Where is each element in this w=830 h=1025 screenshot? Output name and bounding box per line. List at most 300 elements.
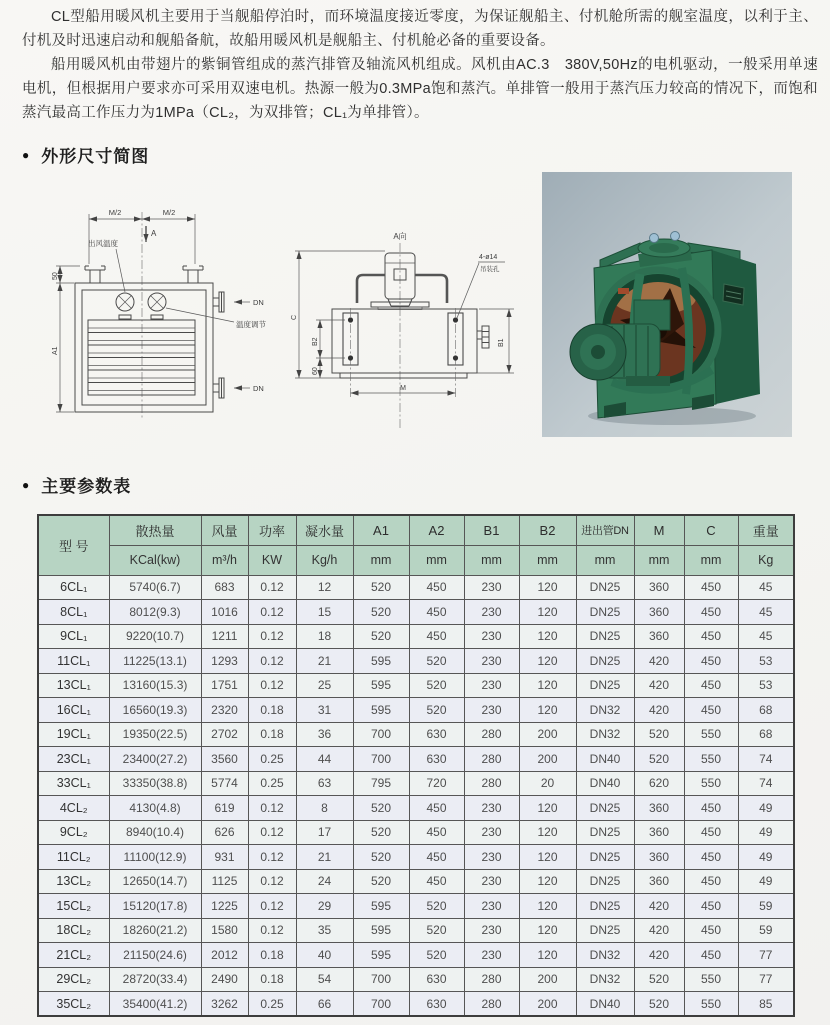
value-cell: 360 bbox=[634, 845, 684, 870]
table-row bbox=[38, 673, 794, 698]
value-cell: 200 bbox=[519, 722, 576, 747]
value-cell: 0.12 bbox=[248, 575, 296, 600]
outlet-temp-label: 出风温度 bbox=[88, 239, 118, 248]
col-unit: mm bbox=[576, 545, 634, 575]
table-row bbox=[38, 820, 794, 845]
value-cell: 520 bbox=[353, 869, 409, 894]
value-cell: 40 bbox=[296, 943, 353, 968]
model-cell: 19CL₁ bbox=[38, 722, 109, 747]
value-cell: 450 bbox=[684, 943, 738, 968]
value-cell: 700 bbox=[353, 992, 409, 1017]
value-cell: 520 bbox=[353, 624, 409, 649]
outlet-temp-gauge bbox=[116, 293, 134, 319]
dim-a1: A1 bbox=[52, 346, 59, 355]
value-cell: 520 bbox=[634, 967, 684, 992]
value-cell: 49 bbox=[738, 869, 794, 894]
value-cell: 33350(38.8) bbox=[109, 771, 201, 796]
value-cell: 44 bbox=[296, 747, 353, 772]
value-cell: 17 bbox=[296, 820, 353, 845]
col-unit: mm bbox=[634, 545, 684, 575]
lift-hole-label: 吊装孔 bbox=[480, 266, 500, 273]
table-row bbox=[38, 943, 794, 968]
value-cell: 1293 bbox=[201, 649, 248, 674]
col-header: 进出管DN bbox=[576, 515, 634, 545]
model-cell: 8CL₁ bbox=[38, 600, 109, 625]
value-cell: 120 bbox=[519, 796, 576, 821]
value-cell: DN32 bbox=[576, 722, 634, 747]
value-cell: 280 bbox=[464, 992, 519, 1017]
value-cell: DN25 bbox=[576, 894, 634, 919]
value-cell: 2012 bbox=[201, 943, 248, 968]
table-row bbox=[38, 845, 794, 870]
value-cell: 85 bbox=[738, 992, 794, 1017]
value-cell: 360 bbox=[634, 575, 684, 600]
value-cell: 200 bbox=[519, 967, 576, 992]
col-unit: mm bbox=[684, 545, 738, 575]
value-cell: 4130(4.8) bbox=[109, 796, 201, 821]
model-cell: 9CL₁ bbox=[38, 624, 109, 649]
mounting-bracket-left bbox=[85, 266, 105, 283]
value-cell: 1016 bbox=[201, 600, 248, 625]
value-cell: 68 bbox=[738, 722, 794, 747]
value-cell: 520 bbox=[409, 894, 464, 919]
value-cell: 0.12 bbox=[248, 845, 296, 870]
value-cell: 550 bbox=[684, 967, 738, 992]
value-cell: 53 bbox=[738, 649, 794, 674]
value-cell: DN25 bbox=[576, 575, 634, 600]
section-heading-dimensions bbox=[22, 142, 149, 167]
value-cell: 360 bbox=[634, 869, 684, 894]
value-cell: DN32 bbox=[576, 943, 634, 968]
value-cell: 21150(24.6) bbox=[109, 943, 201, 968]
value-cell: 120 bbox=[519, 943, 576, 968]
table-row bbox=[38, 771, 794, 796]
value-cell: 360 bbox=[634, 820, 684, 845]
value-cell: 630 bbox=[409, 747, 464, 772]
value-cell: 280 bbox=[464, 967, 519, 992]
value-cell: 0.18 bbox=[248, 698, 296, 723]
model-cell: 35CL₂ bbox=[38, 992, 109, 1017]
value-cell: 0.12 bbox=[248, 649, 296, 674]
value-cell: DN32 bbox=[576, 967, 634, 992]
value-cell: 20 bbox=[519, 771, 576, 796]
dim-m: M bbox=[400, 385, 406, 392]
value-cell: DN25 bbox=[576, 673, 634, 698]
col-unit: mm bbox=[519, 545, 576, 575]
value-cell: 35400(41.2) bbox=[109, 992, 201, 1017]
model-cell: 6CL₁ bbox=[38, 575, 109, 600]
steam-pipe-flange-bottom bbox=[213, 378, 224, 398]
value-cell: 15120(17.8) bbox=[109, 894, 201, 919]
value-cell: DN40 bbox=[576, 747, 634, 772]
value-cell: 520 bbox=[634, 992, 684, 1017]
value-cell: 450 bbox=[684, 918, 738, 943]
dim-c: C bbox=[291, 314, 298, 320]
value-cell: 450 bbox=[684, 820, 738, 845]
value-cell: 420 bbox=[634, 943, 684, 968]
value-cell: 15 bbox=[296, 600, 353, 625]
value-cell: 21 bbox=[296, 845, 353, 870]
bolt bbox=[650, 234, 659, 243]
value-cell: 360 bbox=[634, 624, 684, 649]
model-cell: 9CL₂ bbox=[38, 820, 109, 845]
value-cell: 49 bbox=[738, 796, 794, 821]
value-cell: 16560(19.3) bbox=[109, 698, 201, 723]
value-cell: 0.12 bbox=[248, 673, 296, 698]
table-row bbox=[38, 600, 794, 625]
value-cell: 595 bbox=[353, 649, 409, 674]
value-cell: 12 bbox=[296, 575, 353, 600]
section-title-dimensions: 外形尺寸简图 bbox=[41, 147, 150, 166]
value-cell: 0.12 bbox=[248, 624, 296, 649]
value-cell: 450 bbox=[684, 869, 738, 894]
value-cell: 120 bbox=[519, 649, 576, 674]
value-cell: 200 bbox=[519, 747, 576, 772]
value-cell: 35 bbox=[296, 918, 353, 943]
table-body bbox=[38, 575, 794, 1016]
value-cell: 450 bbox=[409, 820, 464, 845]
value-cell: 700 bbox=[353, 747, 409, 772]
value-cell: 520 bbox=[353, 575, 409, 600]
model-cell: 21CL₂ bbox=[38, 943, 109, 968]
value-cell: 230 bbox=[464, 820, 519, 845]
value-cell: 0.18 bbox=[248, 722, 296, 747]
value-cell: DN40 bbox=[576, 992, 634, 1017]
value-cell: 120 bbox=[519, 894, 576, 919]
value-cell: 120 bbox=[519, 575, 576, 600]
value-cell: 230 bbox=[464, 845, 519, 870]
model-cell: 23CL₁ bbox=[38, 747, 109, 772]
front-view-drawing bbox=[30, 192, 282, 438]
value-cell: 630 bbox=[409, 967, 464, 992]
model-cell: 16CL₁ bbox=[38, 698, 109, 723]
value-cell: 59 bbox=[738, 894, 794, 919]
value-cell: 520 bbox=[409, 698, 464, 723]
value-cell: 8940(10.4) bbox=[109, 820, 201, 845]
table-row bbox=[38, 796, 794, 821]
model-cell: 11CL₂ bbox=[38, 845, 109, 870]
value-cell: 9220(10.7) bbox=[109, 624, 201, 649]
motor-support-right bbox=[415, 275, 447, 303]
value-cell: 8012(9.3) bbox=[109, 600, 201, 625]
model-cell: 4CL₂ bbox=[38, 796, 109, 821]
value-cell: 520 bbox=[353, 796, 409, 821]
table-row bbox=[38, 747, 794, 772]
value-cell: DN25 bbox=[576, 600, 634, 625]
value-cell: 700 bbox=[353, 967, 409, 992]
value-cell: 520 bbox=[409, 943, 464, 968]
value-cell: 36 bbox=[296, 722, 353, 747]
bottom-base bbox=[340, 373, 467, 378]
model-cell: 18CL₂ bbox=[38, 918, 109, 943]
value-cell: 450 bbox=[409, 575, 464, 600]
value-cell: 0.18 bbox=[248, 943, 296, 968]
value-cell: 23400(27.2) bbox=[109, 747, 201, 772]
col-unit: mm bbox=[409, 545, 464, 575]
value-cell: 630 bbox=[409, 722, 464, 747]
value-cell: 450 bbox=[409, 845, 464, 870]
col-unit: mm bbox=[464, 545, 519, 575]
value-cell: 45 bbox=[738, 600, 794, 625]
value-cell: 120 bbox=[519, 845, 576, 870]
value-cell: DN25 bbox=[576, 796, 634, 821]
dim-m2-right: M/2 bbox=[162, 208, 176, 217]
steam-pipe-flange-top bbox=[213, 292, 224, 312]
value-cell: 77 bbox=[738, 943, 794, 968]
intro-paragraph-2: 船用暖风机由带翅片的紫铜管组成的蒸汽排管及轴流风机组成。风机由AC.3 380V,50Hz的电机驱动，一般采用单速电机，但根据用户要求亦可采用双速电机。热源一般为0.3MPa饱和蒸汽。单排管一般用于蒸汽压力较高的情况下，而饱和蒸汽最高工作压力为1MPa（CL₂，为双排管；CL₁为单排管）。 bbox=[22, 57, 818, 121]
heater-body-outline bbox=[75, 283, 213, 412]
table-row bbox=[38, 967, 794, 992]
value-cell: DN40 bbox=[576, 771, 634, 796]
value-cell: 0.25 bbox=[248, 992, 296, 1017]
small-tag bbox=[618, 288, 629, 294]
value-cell: DN25 bbox=[576, 869, 634, 894]
value-cell: 2490 bbox=[201, 967, 248, 992]
value-cell: 450 bbox=[684, 796, 738, 821]
dim-b2: B2 bbox=[312, 337, 319, 346]
value-cell: 550 bbox=[684, 747, 738, 772]
value-cell: 25 bbox=[296, 673, 353, 698]
model-cell: 29CL₂ bbox=[38, 967, 109, 992]
value-cell: 595 bbox=[353, 943, 409, 968]
value-cell: 0.12 bbox=[248, 820, 296, 845]
dim-m2-left: M/2 bbox=[108, 208, 122, 217]
value-cell: 550 bbox=[684, 722, 738, 747]
value-cell: 931 bbox=[201, 845, 248, 870]
value-cell: 31 bbox=[296, 698, 353, 723]
value-cell: 0.25 bbox=[248, 771, 296, 796]
heater-body-inner bbox=[82, 290, 206, 405]
value-cell: 630 bbox=[409, 992, 464, 1017]
col-header: B1 bbox=[464, 515, 519, 545]
mounting-plate-right bbox=[448, 308, 463, 398]
value-cell: 420 bbox=[634, 918, 684, 943]
col-unit: m³/h bbox=[201, 545, 248, 575]
value-cell: 450 bbox=[684, 698, 738, 723]
intro-text bbox=[22, 5, 818, 125]
col-header: B2 bbox=[519, 515, 576, 545]
value-cell: 2320 bbox=[201, 698, 248, 723]
value-cell: 19350(22.5) bbox=[109, 722, 201, 747]
value-cell: 280 bbox=[464, 747, 519, 772]
model-cell: 13CL₂ bbox=[38, 869, 109, 894]
value-cell: 230 bbox=[464, 796, 519, 821]
mounting-bracket-right bbox=[183, 266, 203, 283]
value-cell: 420 bbox=[634, 698, 684, 723]
value-cell: 120 bbox=[519, 624, 576, 649]
value-cell: 795 bbox=[353, 771, 409, 796]
value-cell: 520 bbox=[634, 722, 684, 747]
dim-b1: B1 bbox=[498, 338, 505, 347]
table-row bbox=[38, 575, 794, 600]
value-cell: 450 bbox=[409, 869, 464, 894]
value-cell: 520 bbox=[409, 918, 464, 943]
value-cell: 450 bbox=[684, 624, 738, 649]
value-cell: 550 bbox=[684, 992, 738, 1017]
bullet-icon: ● bbox=[22, 477, 31, 492]
value-cell: 619 bbox=[201, 796, 248, 821]
value-cell: 8 bbox=[296, 796, 353, 821]
section-heading-parameters bbox=[22, 472, 131, 497]
table-row bbox=[38, 649, 794, 674]
table-row bbox=[38, 894, 794, 919]
value-cell: 1211 bbox=[201, 624, 248, 649]
value-cell: 77 bbox=[738, 967, 794, 992]
value-cell: 0.12 bbox=[248, 600, 296, 625]
value-cell: 68 bbox=[738, 698, 794, 723]
value-cell: 280 bbox=[464, 722, 519, 747]
value-cell: 18 bbox=[296, 624, 353, 649]
value-cell: 1580 bbox=[201, 918, 248, 943]
model-cell: 33CL₁ bbox=[38, 771, 109, 796]
louver-grille bbox=[88, 320, 195, 395]
lift-hole-spec: 4-ø14 bbox=[479, 254, 498, 261]
value-cell: 54 bbox=[296, 967, 353, 992]
value-cell: 450 bbox=[684, 894, 738, 919]
dim-60: 60 bbox=[312, 367, 319, 375]
value-cell: 3560 bbox=[201, 747, 248, 772]
params-table bbox=[37, 514, 795, 1017]
value-cell: 0.12 bbox=[248, 796, 296, 821]
table-row bbox=[38, 992, 794, 1017]
value-cell: 550 bbox=[684, 771, 738, 796]
intro-paragraph-1: CL型船用暖风机主要用于当舰船停泊时，而环境温度接近零度，为保证舰船主、付机舱所需的舰室温度，以利于主、付机及时迅速启动和舰船备航，故船用暖风机是舰船主、付机舱必备的重要设备。 bbox=[22, 9, 818, 49]
value-cell: 230 bbox=[464, 894, 519, 919]
value-cell: 120 bbox=[519, 820, 576, 845]
col-header-model: 型 号 bbox=[38, 515, 109, 575]
col-header: C bbox=[684, 515, 738, 545]
value-cell: 595 bbox=[353, 698, 409, 723]
col-unit: KW bbox=[248, 545, 296, 575]
value-cell: 120 bbox=[519, 698, 576, 723]
value-cell: 450 bbox=[409, 796, 464, 821]
value-cell: 0.12 bbox=[248, 894, 296, 919]
motor-support-left bbox=[357, 275, 385, 303]
value-cell: 450 bbox=[409, 600, 464, 625]
value-cell: 53 bbox=[738, 673, 794, 698]
value-cell: 230 bbox=[464, 918, 519, 943]
section-a-label: A bbox=[151, 229, 157, 238]
value-cell: 360 bbox=[634, 600, 684, 625]
value-cell: 620 bbox=[634, 771, 684, 796]
value-cell: 0.25 bbox=[248, 747, 296, 772]
model-cell: 11CL₁ bbox=[38, 649, 109, 674]
value-cell: 66 bbox=[296, 992, 353, 1017]
col-header: A2 bbox=[409, 515, 464, 545]
value-cell: 450 bbox=[409, 624, 464, 649]
value-cell: 1751 bbox=[201, 673, 248, 698]
value-cell: 230 bbox=[464, 943, 519, 968]
value-cell: 520 bbox=[409, 673, 464, 698]
value-cell: 1225 bbox=[201, 894, 248, 919]
col-header: 风量 bbox=[201, 515, 248, 545]
dn-label-top: DN bbox=[253, 298, 264, 307]
bolt bbox=[671, 232, 680, 241]
value-cell: 683 bbox=[201, 575, 248, 600]
temp-adjust-label: 温度调节 bbox=[236, 320, 266, 329]
value-cell: 420 bbox=[634, 673, 684, 698]
value-cell: 230 bbox=[464, 649, 519, 674]
table-row bbox=[38, 869, 794, 894]
value-cell: 11100(12.9) bbox=[109, 845, 201, 870]
value-cell: 5740(6.7) bbox=[109, 575, 201, 600]
value-cell: 230 bbox=[464, 698, 519, 723]
value-cell: DN25 bbox=[576, 820, 634, 845]
col-unit: mm bbox=[353, 545, 409, 575]
value-cell: 63 bbox=[296, 771, 353, 796]
value-cell: 13160(15.3) bbox=[109, 673, 201, 698]
value-cell: 420 bbox=[634, 894, 684, 919]
value-cell: 0.18 bbox=[248, 967, 296, 992]
value-cell: 120 bbox=[519, 918, 576, 943]
value-cell: 5774 bbox=[201, 771, 248, 796]
value-cell: 120 bbox=[519, 600, 576, 625]
value-cell: 450 bbox=[684, 673, 738, 698]
table-head bbox=[38, 515, 794, 575]
table-row bbox=[38, 918, 794, 943]
dn-label-bottom: DN bbox=[253, 384, 264, 393]
side-view-drawing bbox=[283, 223, 541, 440]
value-cell: 74 bbox=[738, 747, 794, 772]
temp-adjust-gauge bbox=[148, 293, 166, 319]
value-cell: 230 bbox=[464, 869, 519, 894]
value-cell: 520 bbox=[353, 820, 409, 845]
value-cell: 11225(13.1) bbox=[109, 649, 201, 674]
value-cell: 595 bbox=[353, 918, 409, 943]
value-cell: DN32 bbox=[576, 698, 634, 723]
value-cell: 21 bbox=[296, 649, 353, 674]
col-unit: Kg/h bbox=[296, 545, 353, 575]
value-cell: 24 bbox=[296, 869, 353, 894]
view-a-label: A向 bbox=[393, 232, 407, 241]
col-unit: Kg bbox=[738, 545, 794, 575]
value-cell: 595 bbox=[353, 894, 409, 919]
value-cell: 450 bbox=[684, 845, 738, 870]
value-cell: 45 bbox=[738, 624, 794, 649]
value-cell: 29 bbox=[296, 894, 353, 919]
value-cell: 200 bbox=[519, 992, 576, 1017]
value-cell: DN25 bbox=[576, 649, 634, 674]
value-cell: 230 bbox=[464, 575, 519, 600]
bullet-icon: ● bbox=[22, 147, 31, 162]
value-cell: 0.12 bbox=[248, 869, 296, 894]
value-cell: 520 bbox=[353, 600, 409, 625]
value-cell: 520 bbox=[409, 649, 464, 674]
value-cell: 720 bbox=[409, 771, 464, 796]
value-cell: 595 bbox=[353, 673, 409, 698]
col-header: 凝水量 bbox=[296, 515, 353, 545]
value-cell: 3262 bbox=[201, 992, 248, 1017]
value-cell: 230 bbox=[464, 624, 519, 649]
value-cell: 360 bbox=[634, 796, 684, 821]
value-cell: 18260(21.2) bbox=[109, 918, 201, 943]
model-cell: 15CL₂ bbox=[38, 894, 109, 919]
value-cell: 2702 bbox=[201, 722, 248, 747]
table-row bbox=[38, 624, 794, 649]
table-row bbox=[38, 722, 794, 747]
table-row bbox=[38, 698, 794, 723]
value-cell: DN25 bbox=[576, 624, 634, 649]
value-cell: 45 bbox=[738, 575, 794, 600]
value-cell: 700 bbox=[353, 722, 409, 747]
side-flange bbox=[477, 326, 489, 348]
mounting-plate-left bbox=[343, 308, 358, 398]
dim-50: 50 bbox=[52, 272, 59, 280]
value-cell: DN25 bbox=[576, 845, 634, 870]
value-cell: 626 bbox=[201, 820, 248, 845]
value-cell: 450 bbox=[684, 649, 738, 674]
value-cell: DN25 bbox=[576, 918, 634, 943]
